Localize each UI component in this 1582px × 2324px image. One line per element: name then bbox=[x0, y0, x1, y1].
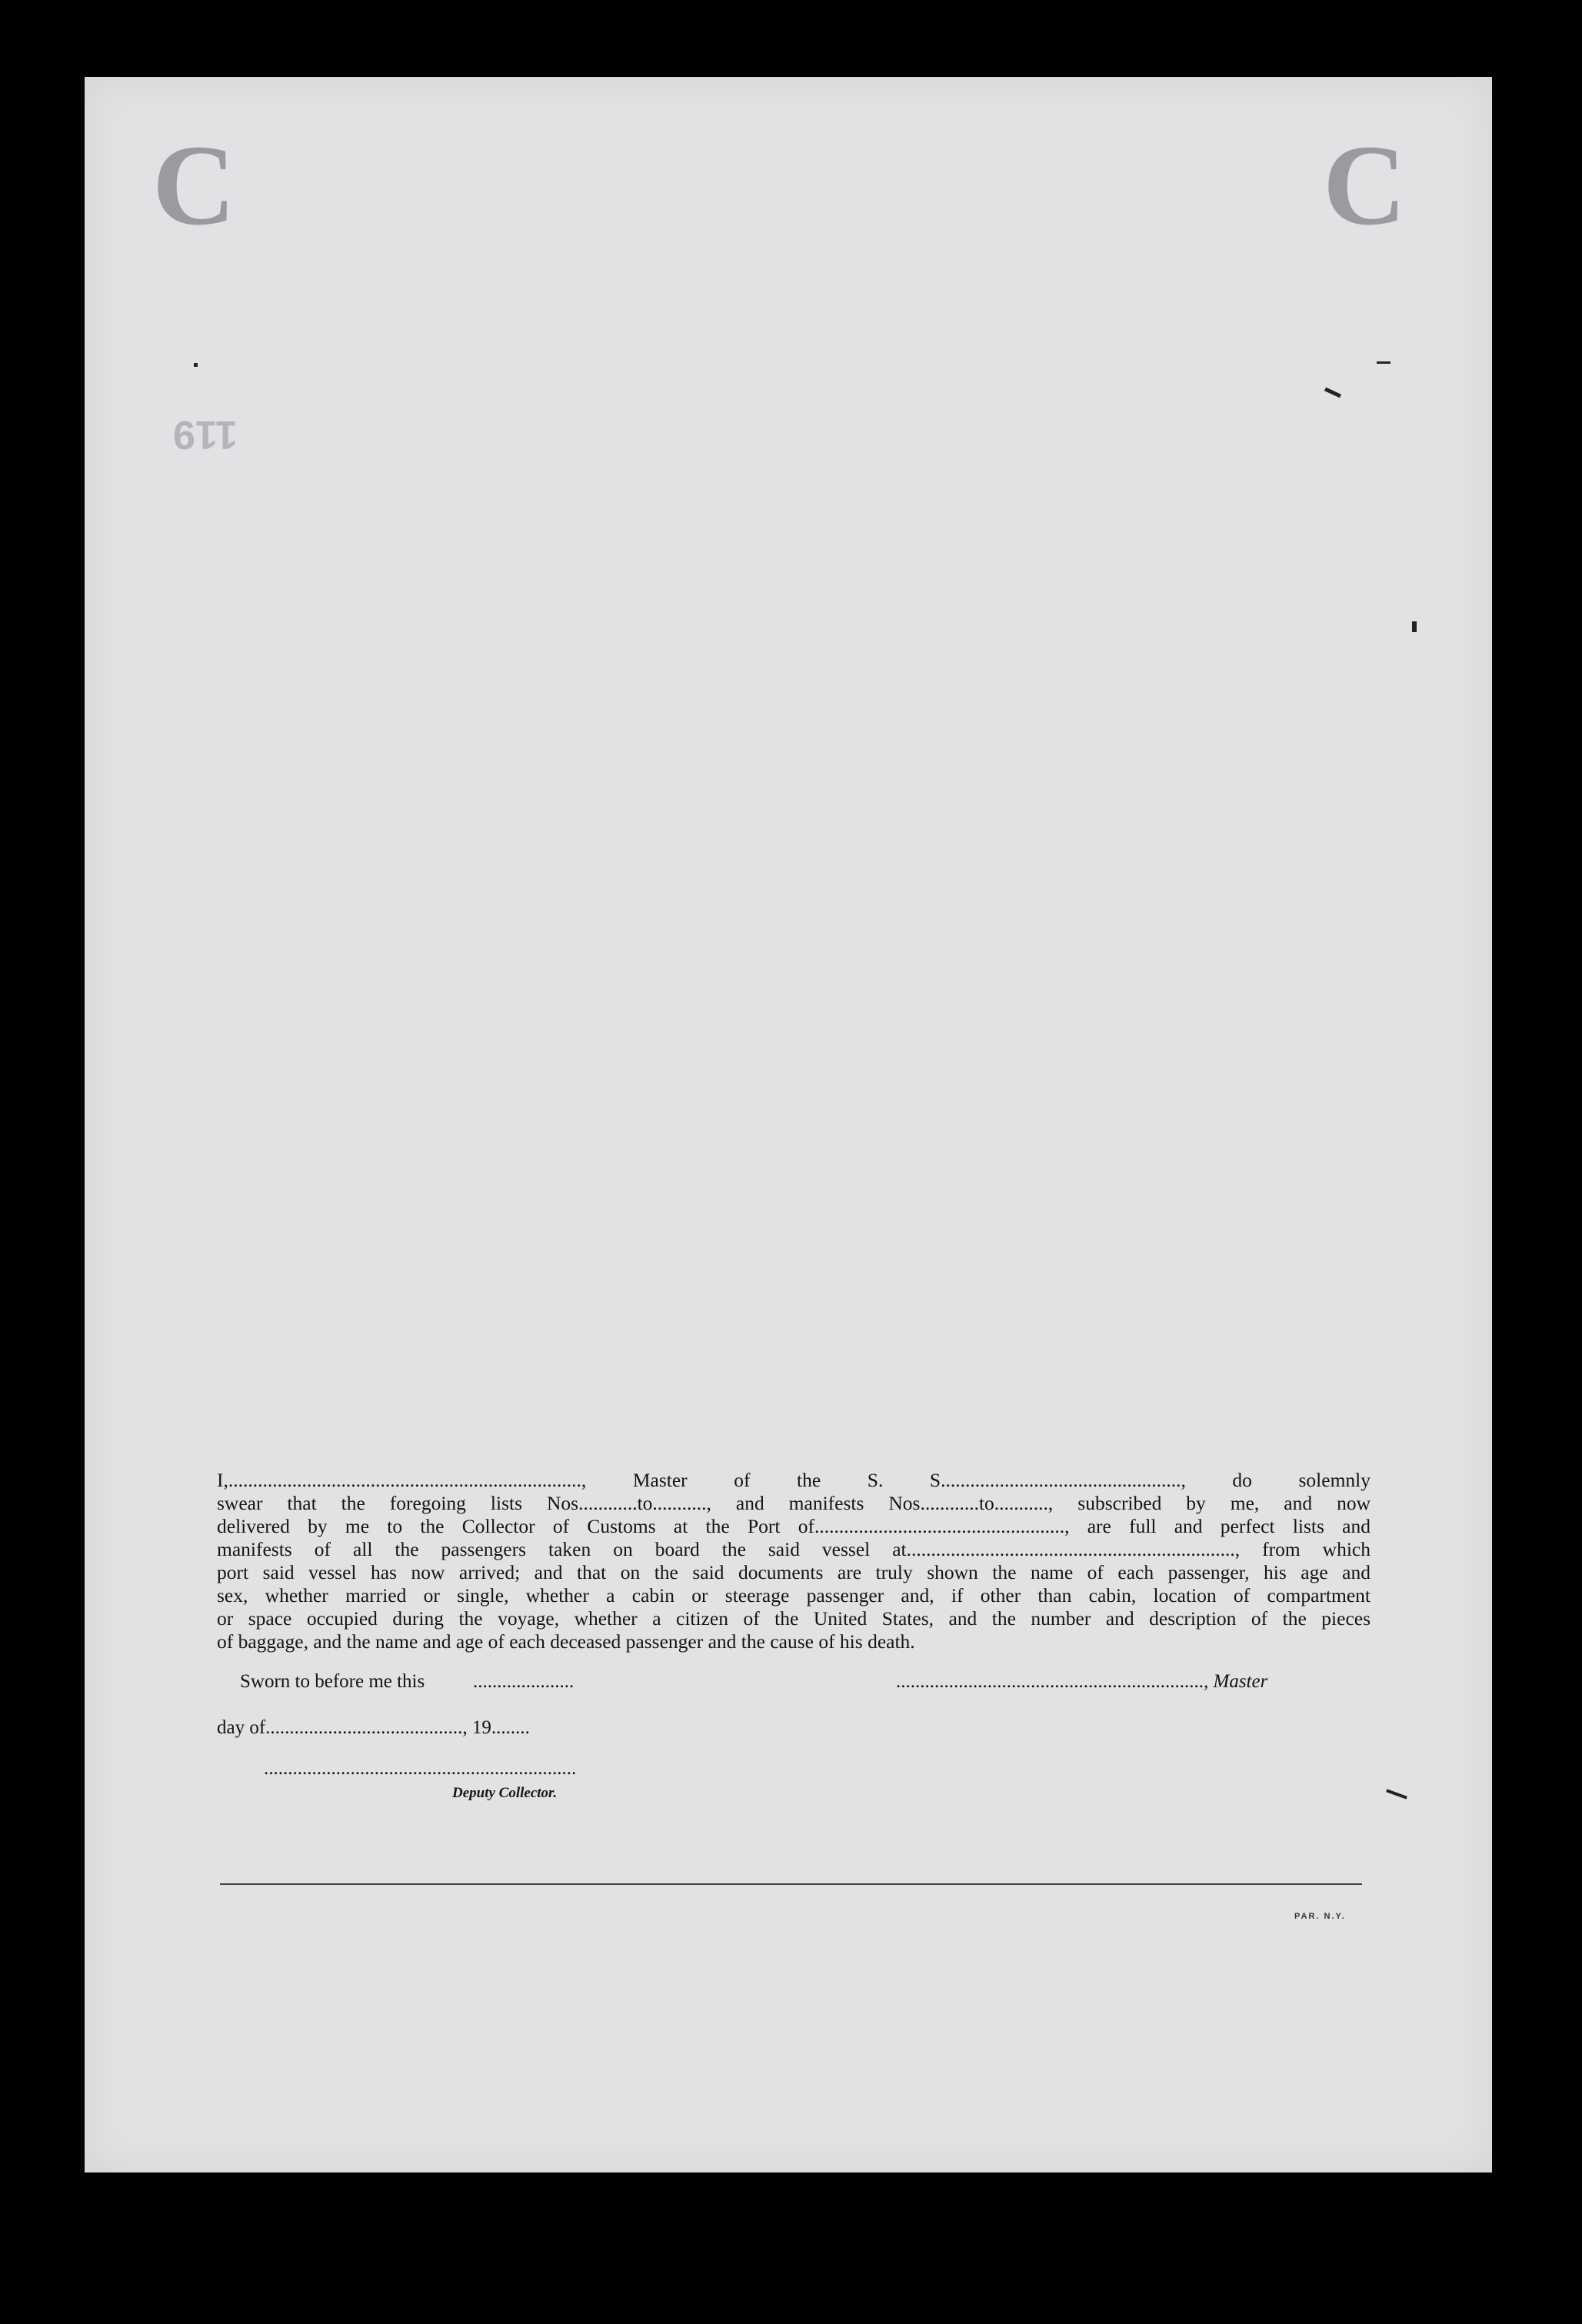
deputy-collector-label: Deputy Collector. bbox=[452, 1785, 558, 1801]
speck bbox=[1386, 1789, 1407, 1799]
master-signature-line bbox=[896, 1671, 1267, 1693]
bleed-through-mark-left: C bbox=[152, 122, 236, 249]
master-signature-blank: ................................................................ bbox=[896, 1671, 1204, 1692]
bleed-through-mark-right: C bbox=[1323, 122, 1407, 249]
sworn-date-blank: ..................... bbox=[473, 1671, 575, 1692]
speck bbox=[1412, 621, 1417, 632]
speck bbox=[1324, 388, 1341, 398]
oath-paragraph bbox=[217, 1469, 1371, 1653]
oath-line: sex, whether married or single, whether a cabin or steerage passenger and, if other than cabin, location of compartment bbox=[217, 1584, 1371, 1606]
speck bbox=[194, 363, 198, 367]
bleed-through-number: 119 bbox=[173, 412, 238, 457]
oath-line: of baggage, and the name and age of each deceased passenger and the cause of his death. bbox=[217, 1630, 915, 1653]
oath-line: manifests of all the passengers taken on board the said vessel at..................................................................., from which bbox=[217, 1538, 1371, 1560]
speck bbox=[1377, 361, 1390, 364]
printer-imprint: PAR. N.Y. bbox=[1294, 1912, 1346, 1921]
oath-line: I,........................................................................, Master of the S. S................................................., do solemnly bbox=[217, 1469, 1371, 1491]
oath-line: swear that the foregoing lists Nos............to..........., and manifests Nos............to..........., subscribed by me, and now bbox=[217, 1492, 1371, 1514]
horizontal-rule bbox=[220, 1883, 1362, 1885]
sworn-label: Sworn to before me this bbox=[240, 1671, 425, 1692]
master-label: , Master bbox=[1204, 1671, 1268, 1692]
document-page bbox=[85, 77, 1492, 2173]
oath-line: or space occupied during the voyage, whether a citizen of the United States, and the number and description of the pieces bbox=[217, 1607, 1371, 1630]
oath-line: port said vessel has now arrived; and that on the said documents are truly shown the name of each passenger, his age and bbox=[217, 1561, 1371, 1583]
day-of-line: day of........................................., 19........ bbox=[217, 1717, 530, 1738]
deputy-signature-blank: ................................................................. bbox=[264, 1758, 577, 1779]
oath-line: delivered by me to the Collector of Customs at the Port of..................................................., are full and perfect lists and bbox=[217, 1515, 1371, 1537]
